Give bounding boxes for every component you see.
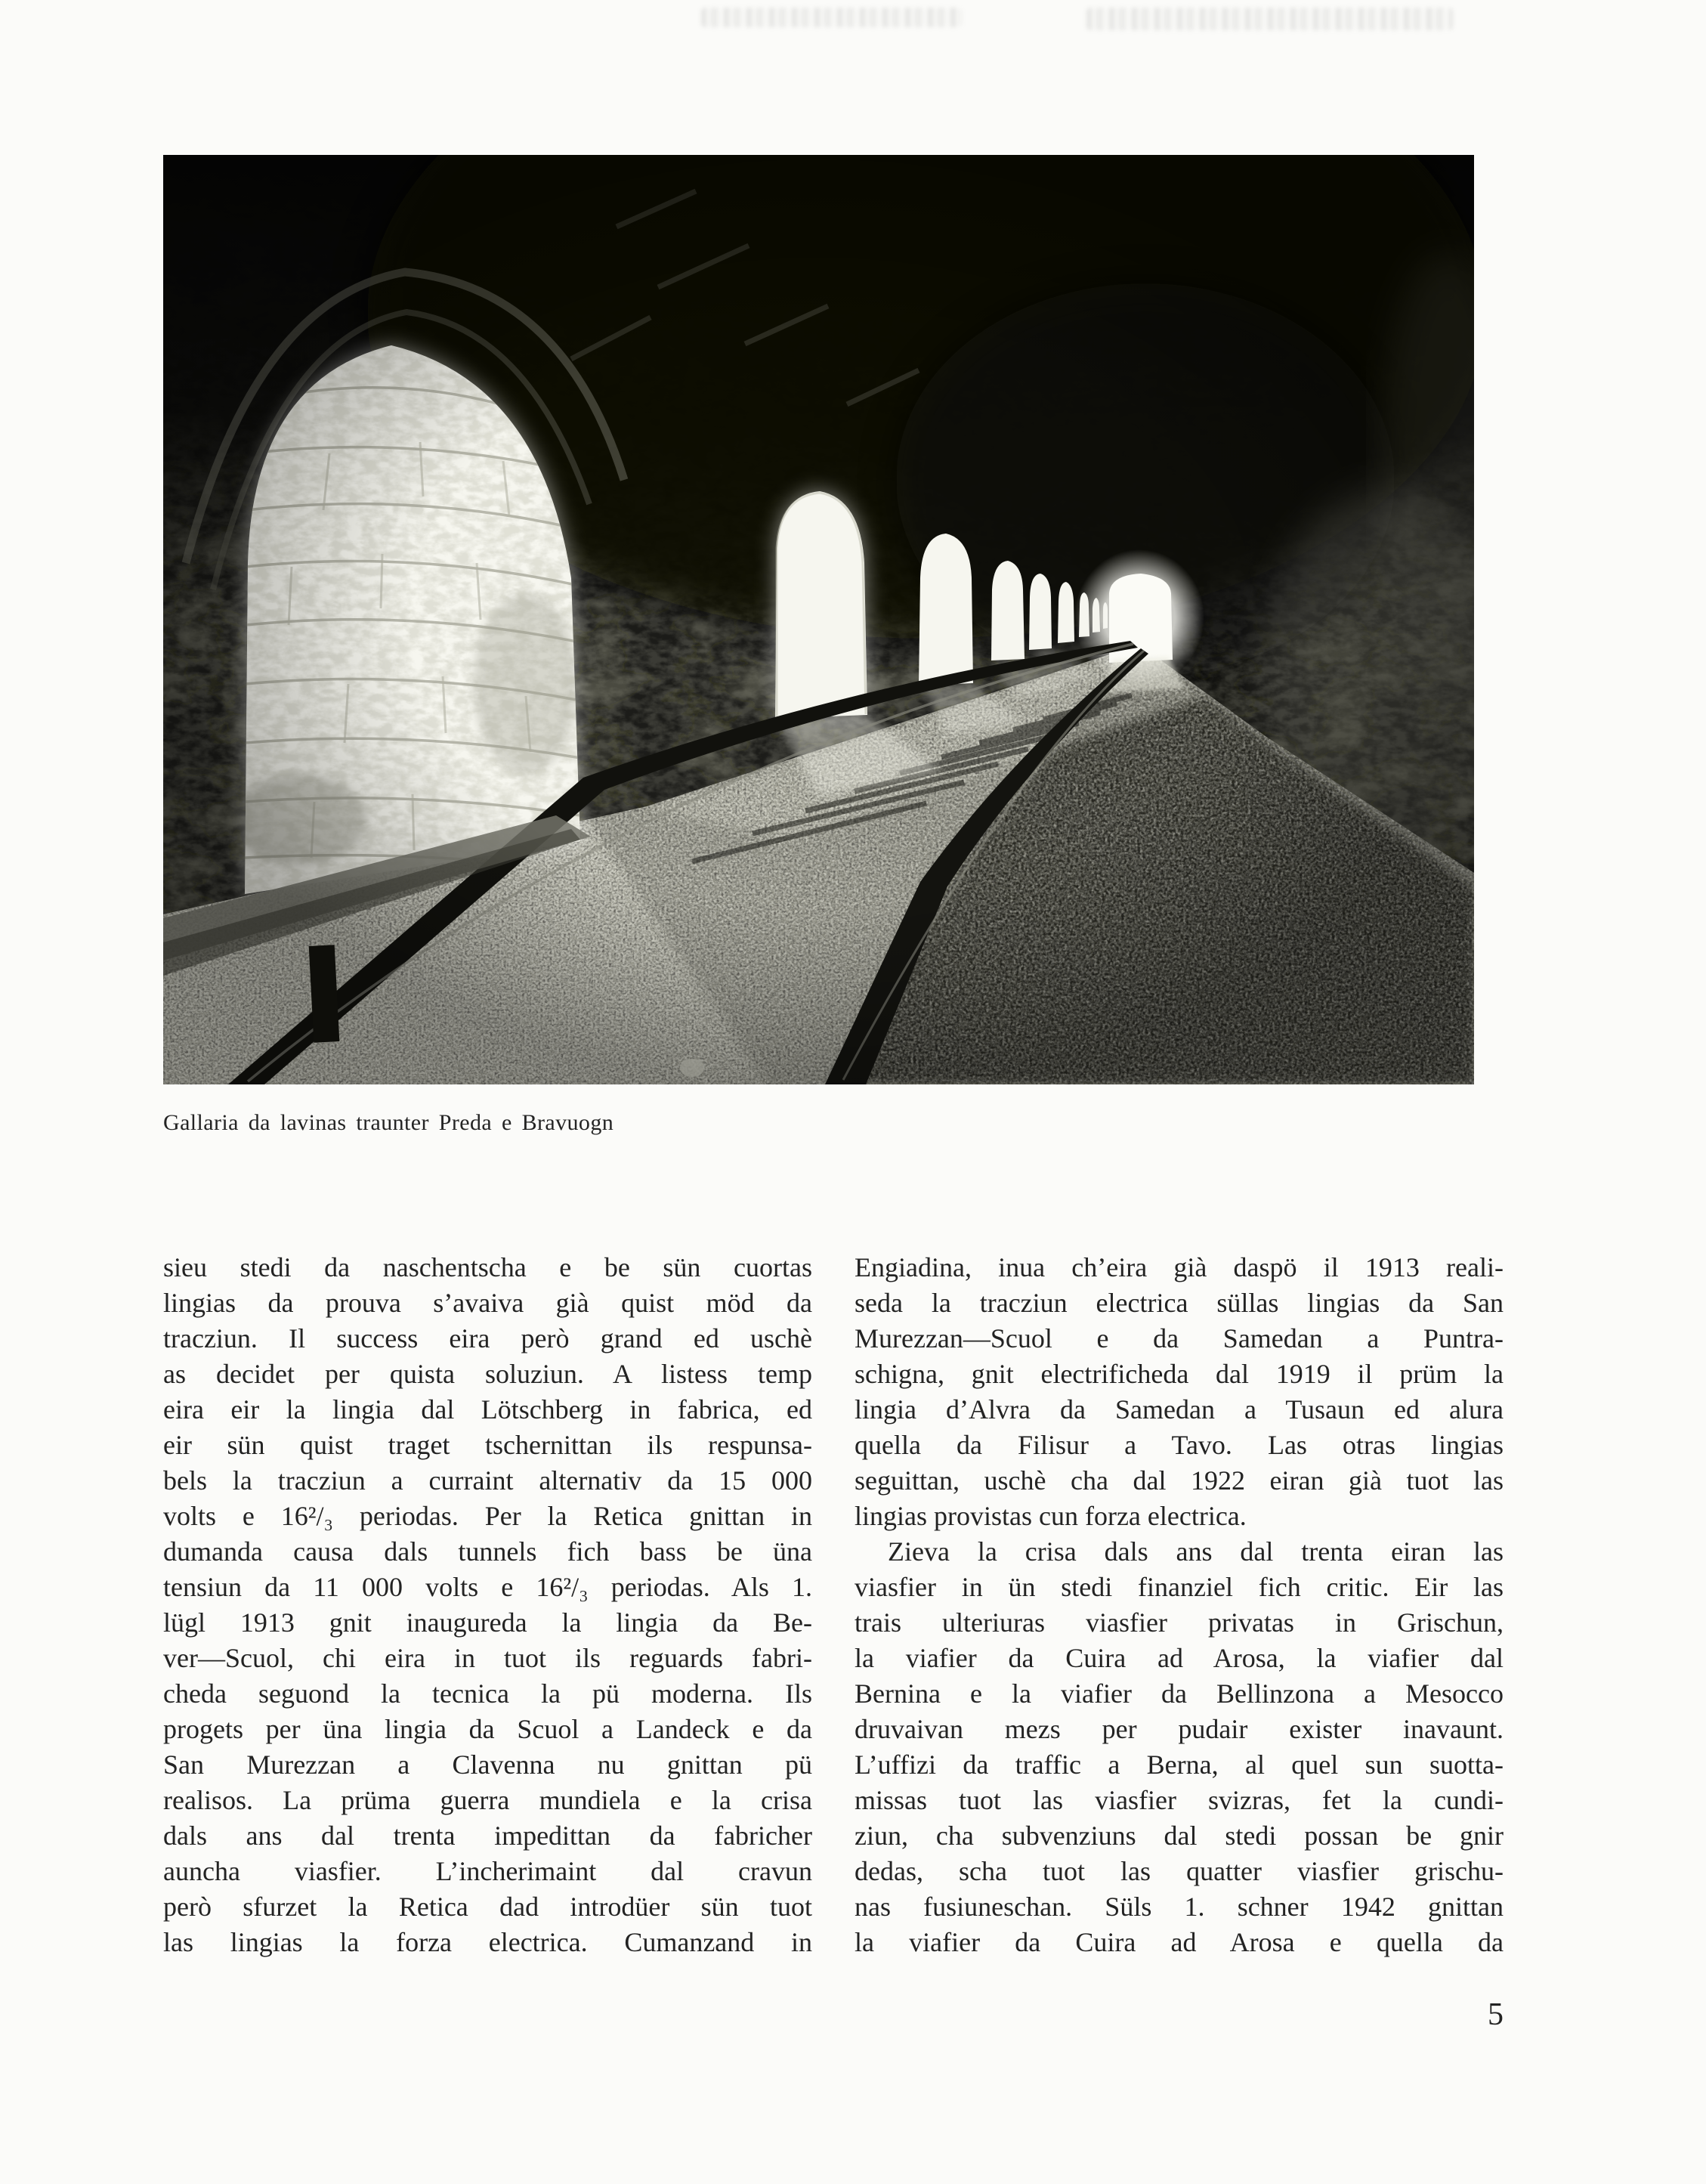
- text-line: ver—Scuol, chi eira in tuot ils reguards fabri-: [163, 1643, 812, 1673]
- text-line: San Murezzan a Clavenna nu gnittan pü: [163, 1749, 812, 1780]
- text-line: lingia d’Alvra da Samedan a Tusaun ed alura: [855, 1394, 1504, 1425]
- text-line: viasfier in ün stedi finanziel fich critic. Eir las: [855, 1572, 1504, 1602]
- text-line: dedas, scha tuot las quatter viasfier grischu-: [855, 1856, 1504, 1886]
- text-line: dals ans dal trenta impedittan da fabricher: [163, 1821, 812, 1851]
- text-line: nas fusiuneschan. Süls 1. schner 1942 gnittan: [855, 1892, 1504, 1922]
- text-line: quella da Filisur a Tavo. Las otras lingias: [855, 1430, 1504, 1460]
- text-line: lingias da prouva s’avaiva già quist möd da: [163, 1288, 812, 1318]
- text-column-left: [163, 1250, 812, 1960]
- text-line: lügl 1913 gnit inaugureda la lingia da Be-: [163, 1607, 812, 1638]
- text-line: seguittan, uschè cha dal 1922 eiran già tuot las: [855, 1465, 1504, 1496]
- text-line: tracziun. Il success eira però grand ed uschè: [163, 1323, 812, 1353]
- text-line: dumanda causa dals tunnels fich bass be üna: [163, 1536, 812, 1567]
- text-line: Bernina e la viafier da Bellinzona a Mesocco: [855, 1678, 1504, 1709]
- tunnel-photo-figure: [163, 155, 1474, 1137]
- text-line: eira eir la lingia dal Lötschberg in fabrica, ed: [163, 1394, 812, 1425]
- text-line: L’uffizi da traffic a Berna, al quel sun suotta-: [855, 1749, 1504, 1780]
- text-line: volts e 16²/₃ periodas. Per la Retica gnittan in: [163, 1501, 812, 1531]
- text-line: auncha viasfier. L’incherimaint dal cravun: [163, 1856, 812, 1886]
- text-line: sieu stedi da naschentscha e be sün cuortas: [163, 1252, 812, 1282]
- tunnel-photo-image: [163, 155, 1474, 1084]
- text-line: Engiadina, inua ch’eira già daspö il 1913 reali-: [855, 1252, 1504, 1282]
- text-line: missas tuot las viasfier svizras, fet la cundi-: [855, 1785, 1504, 1815]
- text-line: ziun, cha subvenziuns dal stedi possan be gnir: [855, 1821, 1504, 1851]
- page-number: 5: [1488, 1997, 1504, 2032]
- text-line: la viafier da Cuira ad Arosa e quella da: [855, 1927, 1504, 1957]
- text-line: seda la tracziun electrica süllas lingias da San: [855, 1288, 1504, 1318]
- text-line: lingias provistas cun forza electrica.: [855, 1501, 1247, 1531]
- text-line: Murezzan—Scuol e da Samedan a Puntra-: [855, 1323, 1504, 1353]
- text-line: cheda seguond la tecnica la pü moderna. Ils: [163, 1678, 812, 1709]
- text-line: druvaivan mezs per pudair exister inavaunt.: [855, 1714, 1504, 1744]
- text-line: eir sün quist traget tschernittan ils respunsa-: [163, 1430, 812, 1460]
- text-line: schigna, gnit electrificheda dal 1919 il prüm la: [855, 1359, 1504, 1389]
- text-line: Zieva la crisa dals ans dal trenta eiran las: [888, 1536, 1504, 1567]
- photo-caption: Gallaria da lavinas traunter Preda e Bravuogn: [163, 1110, 614, 1135]
- text-line: las lingias la forza electrica. Cumanzand in: [163, 1927, 812, 1957]
- bleed-through-smudge: [701, 8, 962, 27]
- text-line: progets per üna lingia da Scuol a Landeck e da: [163, 1714, 812, 1744]
- text-line: trais ulteriuras viasfier privatas in Grischun,: [855, 1607, 1504, 1638]
- text-line: as decidet per quista soluziun. A listess temp: [163, 1359, 812, 1389]
- text-column-right: [855, 1250, 1504, 1960]
- text-line: realisos. La prüma guerra mundiela e la crisa: [163, 1785, 812, 1815]
- text-line: tensiun da 11 000 volts e 16²/₃ periodas. Als 1.: [163, 1572, 812, 1602]
- bleed-through-smudge: [1086, 8, 1453, 30]
- text-line: bels la tracziun a curraint alternativ da 15 000: [163, 1465, 812, 1496]
- text-line: la viafier da Cuira ad Arosa, la viafier dal: [855, 1643, 1504, 1673]
- body-text: [163, 1250, 1504, 1960]
- text-line: però sfurzet la Retica dad introdüer sün tuot: [163, 1892, 812, 1922]
